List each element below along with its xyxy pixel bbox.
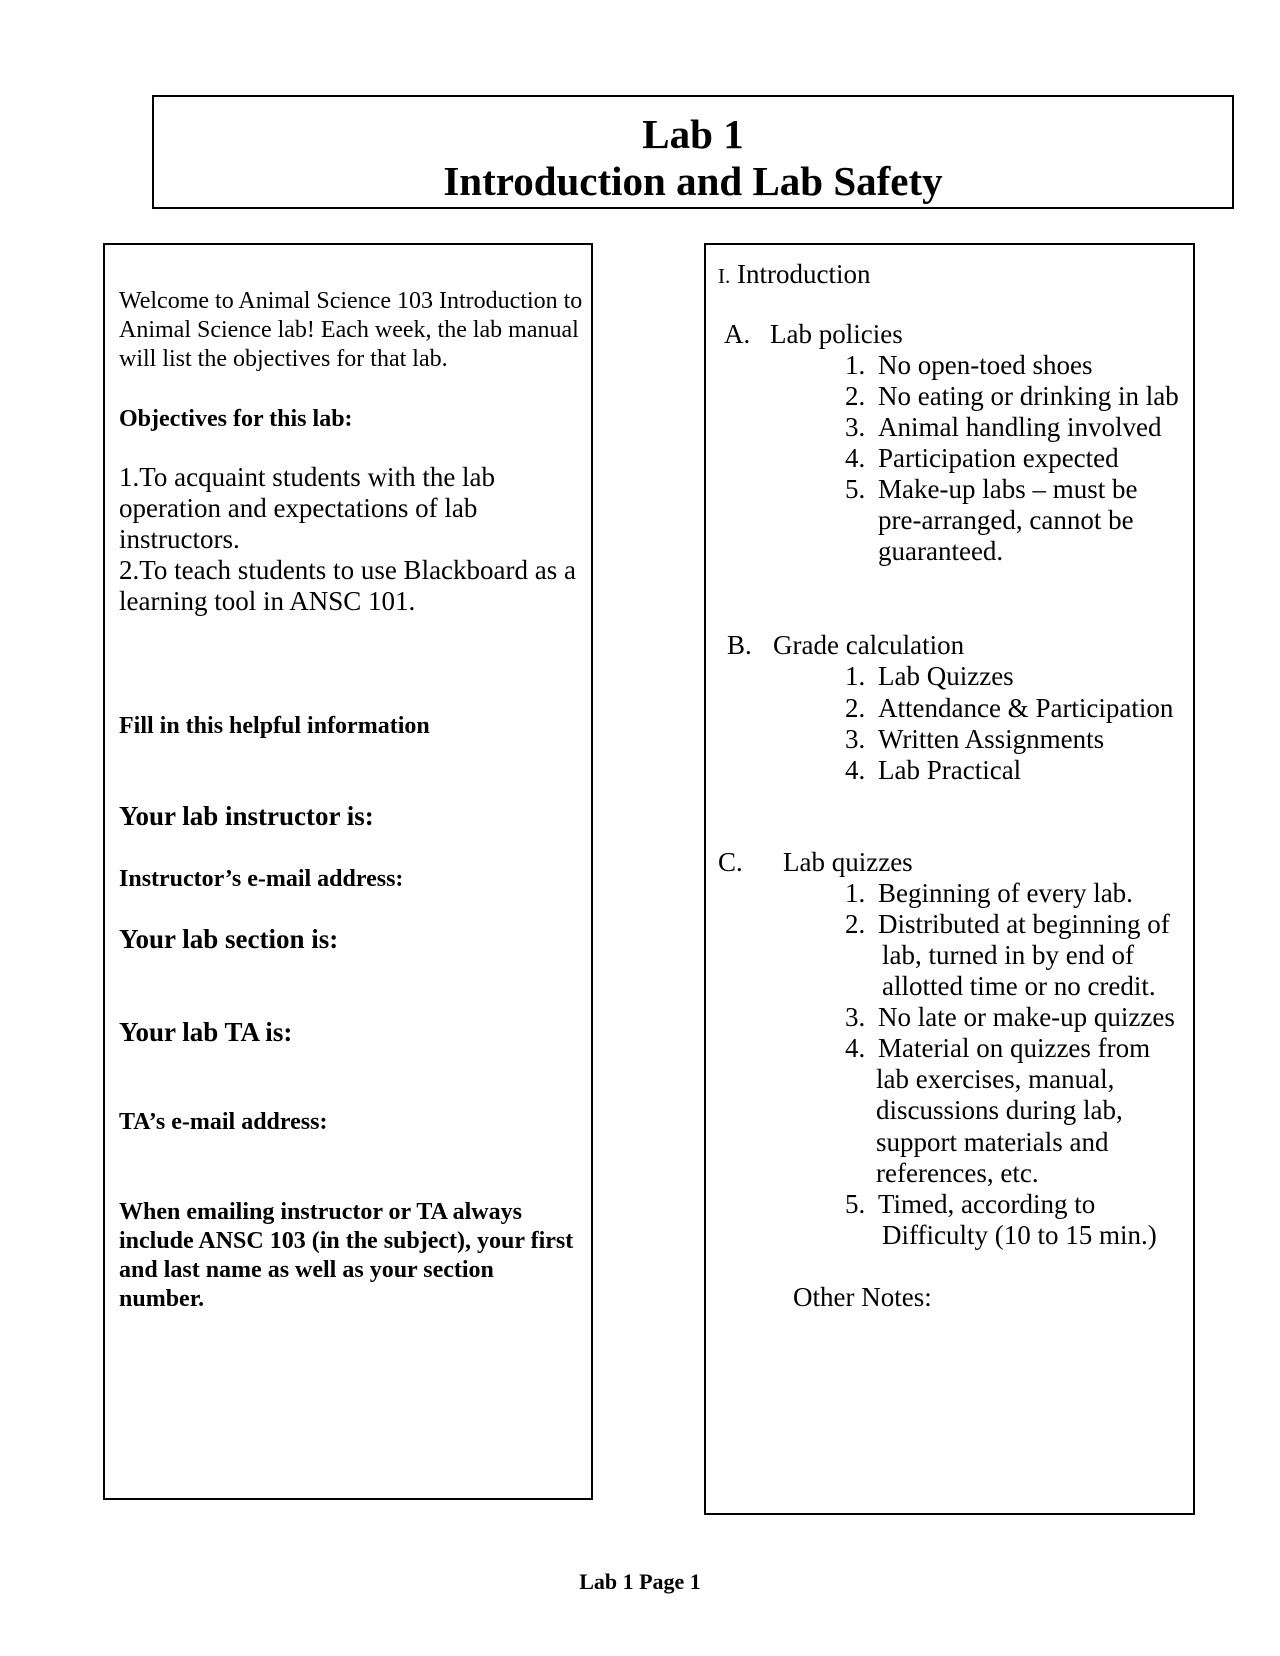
intro-roman-numeral: I.	[718, 264, 731, 288]
fill-in-heading: Fill in this helpful information	[119, 713, 430, 739]
objective-2: 2.To teach students to use Blackboard as a learning tool in ANSC 101.	[119, 555, 576, 616]
quizzes-letter: C.	[718, 847, 743, 877]
list-item: 1. No open-toed shoes	[845, 350, 1093, 380]
list-item-continued: allotted time or no credit.	[882, 971, 1156, 1001]
email-note: When emailing instructor or TA always include ANSC 103 (in the subject), your first and last name as well as your section number.	[119, 1199, 574, 1312]
list-item: 5. Timed, according to	[845, 1189, 1096, 1219]
left-info-panel	[103, 243, 593, 1500]
welcome-text: Welcome to Animal Science 103 Introduction to Animal Science lab! Each week, the lab manual will list the objectives for that lab.	[119, 288, 583, 372]
policies-title: Lab policies	[770, 319, 903, 349]
list-item-continued: guaranteed.	[878, 536, 1004, 566]
list-item: 4. Lab Practical	[845, 755, 1022, 785]
list-item: 3. Animal handling involved	[845, 412, 1162, 442]
list-item: 2. No eating or drinking in lab	[845, 381, 1179, 411]
list-item: 3. Written Assignments	[845, 724, 1105, 754]
ta-email-label: TA’s e-mail address:	[119, 1109, 328, 1135]
instructor-label: Your lab instructor is:	[119, 801, 374, 831]
instructor-email-label: Instructor’s e-mail address:	[119, 866, 404, 892]
title-box	[152, 95, 1234, 209]
list-item: 5. Make-up labs – must be	[845, 474, 1138, 504]
list-item: 4. Material on quizzes from	[845, 1033, 1151, 1063]
lab-title: Introduction and Lab Safety	[443, 158, 943, 204]
section-label: Your lab section is:	[119, 924, 339, 954]
other-notes-label: Other Notes:	[793, 1282, 932, 1312]
list-item: 2. Distributed at beginning of	[845, 909, 1170, 939]
list-item-continued: Difficulty (10 to 15 min.)	[882, 1220, 1157, 1250]
list-item-continued: pre-arranged, cannot be	[878, 505, 1134, 535]
list-item: 1. Beginning of every lab.	[845, 878, 1133, 908]
list-item: 2. Attendance & Participation	[845, 693, 1174, 723]
list-item-continued: support materials and	[876, 1127, 1109, 1157]
list-item: 1. Lab Quizzes	[845, 661, 1014, 691]
policies-letter: A.	[724, 319, 751, 349]
right-intro-panel	[704, 243, 1195, 1515]
objectives-list	[119, 462, 595, 617]
list-item: 3. No late or make-up quizzes	[845, 1002, 1175, 1032]
list-item-continued: references, etc.	[876, 1158, 1039, 1188]
objectives-heading: Objectives for this lab:	[119, 406, 353, 432]
lab-number-title: Lab 1	[642, 111, 744, 157]
page-footer: Lab 1 Page 1	[579, 1569, 701, 1594]
list-item-continued: discussions during lab,	[876, 1095, 1123, 1125]
intro-heading	[718, 259, 870, 292]
list-item-continued: lab exercises, manual,	[876, 1064, 1115, 1094]
ta-label: Your lab TA is:	[119, 1017, 293, 1047]
list-item: 4. Participation expected	[845, 443, 1119, 473]
intro-title: Introduction	[737, 259, 871, 289]
quizzes-title: Lab quizzes	[783, 847, 913, 877]
grades-letter: B.	[727, 630, 752, 660]
objective-1: 1.To acquaint students with the lab operation and expectations of lab instructors.	[119, 462, 496, 554]
list-item-continued: lab, turned in by end of	[882, 940, 1134, 970]
grades-title: Grade calculation	[773, 630, 965, 660]
